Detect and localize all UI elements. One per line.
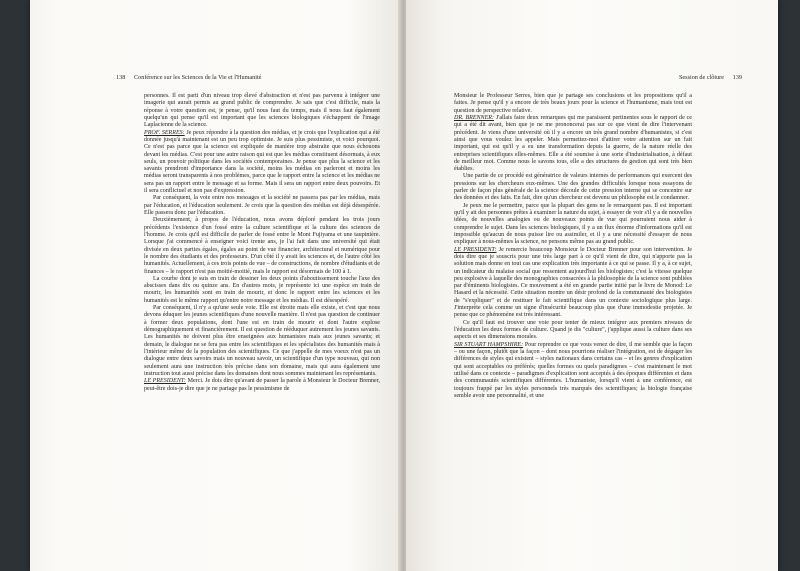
paragraph-text: Une partie de ce procédé est génératrice de valeurs internes de performances qui exercent des pressions sur les chercheurs eux-mêmes. Une des grandes difficultés lorsque nous essayons de parler de façon plus générale de la science découle de cette pression interne qui se concentre sur des données et des faits. En fait, dire qu'un chercheur est devenu un philosophe est le condamner. — [454, 173, 692, 202]
paragraph-text: personnes. Il est parti d'un niveau trop élevé d'abstraction et n'est pas parvenu à intégrer une imagerie qui aurait permis au grand public de comprendre. Je sais que c'est difficile, mais la réponse à votre question est, je pense, qu'il nous faut du temps, mais il nous faut également quelqu'un qui pense qu'il est important que les sciences biologiques s'échappent de l'image Laplacienne de la science. — [144, 93, 380, 129]
paragraph — [144, 130, 380, 196]
speaker-name: LE PRESIDENT: — [144, 378, 186, 385]
paragraph-text: Je remercie beaucoup Monsieur le Docteur Brenner pour son intervention. Je dois dire que je souscris pour une très large part à ce qu'il vient de dire, qui n'apporte pas la solution mais donne en tout cas une explication très importante à ce qui se passe. Il y a, à ce sujet, un indicateur du malaise social que ressentent aujourd'hui les biologistes; c'est la vitesse quelque peu explosive à laquelle des monographies consacrées à la philosophie de la science sont publiées par d'éminents biologistes. Ce mouvement a été en grande partie initié par le livre de Monod: Le Hasard et la nécessité. Cette situation montre un désir profond de la communauté des biologistes de "s'expliquer" et de restituer le fait scientifique dans un contexte sociologique plus large. J'interprète cela comme un signe d'insécurité beaucoup plus que d'une immodestie projetée. Je pense que ce phénomène est très intéressant. — [454, 246, 692, 319]
paragraph-text: Je peux me le permettre, parce que la plupart des gens ne le remarquent pas. Il est important qu'il y ait des personnes prêtes à examiner la nature du sujet, à essayer de voir s'il y a de nouvelles idées, de nouvelles analogies ou de nouveaux points de vue qui pourraient nous aider à comprendre le sujet. Dans les sciences biologiques, il y a un flux énorme d'informations qu'il est impossible qu'aucun de nous puisse lire ou assimiler, et il y a une nécessité d'essayer de nous expliquer à nous-mêmes la science, ne pensons même pas au grand public. — [454, 202, 692, 246]
paragraph — [144, 195, 380, 217]
paragraph — [454, 247, 692, 320]
paragraph — [144, 93, 380, 130]
paragraph-text: Deuxièmement, à propos de l'éducation, nous avons déploré pendant les trois jours précédents l'existence d'un fossé entre la culture scientifique et la culture des sciences de l'homme. Je crois qu'il est difficile de parler de fossé entre le Mont Fujiyama et une taupinière. Lorsque j'ai commencé à enseigner voici trente ans, je l'ai fait dans une université qui était divisée en deux parties égales, égales au point de vue financier, architectural et numérique pour le nombre des étudiants et des professeurs. D'un côté il y avait les sciences et, de l'autre côté les humanités. Actuellement, à ces trois points de vue – de constructions, de nombre d'étudiants et de finances – le rapport n'est pas moitié-moitié, mais le rapport est désormais de 100 à 1. — [144, 217, 380, 275]
paragraph-text: Merci. Je dois dire qu'avant de passer la parole à Monsieur le Docteur Brenner, peut-être dois-je dire que je ne partage pas le pessimisme de — [144, 378, 381, 392]
paragraph — [454, 173, 692, 202]
paragraph — [454, 203, 692, 247]
right-page-text — [454, 93, 692, 400]
paragraph-text: Monsieur le Professeur Serres, bien que je partage ses conclusions et les propositions qu'il a faites. Je pense qu'il y a encore de très beaux jours pour la science et l'humanisme, mais tout est question de perspective relative. — [454, 93, 692, 114]
paragraph-text: Par conséquent, il n'y a qu'une seule voie. Elle est étroite mais elle existe, et c'est que nous devons éduquer les jeunes scientifiques d'une nouvelle manière. Il n'est pas question de continuer à former deux populations, dont l'une est en train de mourir et dont l'autre explose démographiquement et financièrement. Il est question de rééduquer autrement les jeunes savants. Les humanités ne doivent plus être enseignées aux humanistes mais aux jeunes savants; et demain, le dialogue ne se fera pas entre les scientifiques et les spécialistes des humanités mais à l'intérieur même de la population des scientifiques. Ce que j'appelle de mes voeux n'est pas un dialogue entre deux savoirs mais un nouveau savoir, un scientifique d'un type nouveau, qui non seulement aura une instruction très précise dans son domaine, mais qui aura également une instruction tout aussi précise dans les domaines dont nous sommes maintenant les représentants. — [144, 305, 380, 377]
right-page — [406, 0, 778, 571]
left-page-text — [144, 93, 380, 393]
left-running-head: Conférence sur les Sciences de la Vie et l'Humanité — [134, 74, 262, 81]
open-book — [30, 0, 778, 571]
paragraph — [454, 115, 692, 174]
right-page-number: 139 — [732, 74, 742, 81]
right-running-head: Session de clôture — [678, 74, 724, 81]
speaker-name: DR. BRENNER: — [454, 114, 494, 121]
paragraph — [454, 93, 692, 115]
paragraph — [454, 342, 692, 401]
paragraph — [454, 320, 692, 342]
paragraph — [144, 378, 380, 393]
left-page — [30, 0, 402, 571]
paragraph-text: Ce qu'il faut est trouver une voie pour tenter de mieux intégrer aux premiers niveaux de l'éducation les deux formes de culture. Quand je dis "culture", j'applique aussi la culture dans ses aspects et ses dimensions morales. — [454, 319, 692, 341]
paragraph — [144, 305, 380, 378]
paragraph-text: J'allais faire deux remarques qui me paraissent pertinentes sous le rapport de ce qui a été dit avant, bien que je ne me prononcerai pas sur ce que vient de dire l'intervenant précédent. Je viens d'une université où il y a encore un très grand nombre d'humanistes, si c'est ainsi que vous voulez les appeler. Mais permettez-moi d'attirer votre attention sur un fait important, qui est qu'il y a eu une transformation depuis la guerre, de la nature réelle des entreprises scientifiques elles-mêmes. Elle a été soumise à une sorte d'industrialisation, à défaut de meilleur mot. Comme nous le savons tous, elle a des structures de gestion qui sont très bien établies. — [454, 114, 692, 173]
paragraph — [144, 217, 380, 276]
left-page-number: 138 — [116, 74, 126, 81]
paragraph-text: Pour reprendre ce que vous venez de dire, il me semble que la façon – ou une façon, plutôt que la façon – dont nous pourrions réaliser l'intégration, est de dégager les différences de styles qui existent – styles nationaux dans certains cas – et les genres d'explication qui sont acceptables ou préférés; quelles formes ou quels paradigmes – c'est maintenant le mot utilisé dans ce contexte – paradigmes d'explication sont acceptés à des époques différentes et dans des communautés scientifiques différentes. L'humaniste, lorsqu'il vient à une conférence, est toujours frappé par les styles personnels très marqués des scientifiques; la biologie française semble avoir une personnalité, et une — [454, 341, 693, 399]
speaker-name: SIR STUART HAMPSHIRE: — [454, 341, 524, 348]
paragraph-text: La courbe dont je suis en train de dessiner les deux points d'aboutissement touche l'axe des abscisses dans dix ou quinze ans. En d'autres mots, je représente ici une espèce en train de mourir, les humanités sont en train de mourir, et donc le rapport entre les sciences et les humanités est le même rapport qu'entre notre message et les médias. Il est désespéré. — [144, 275, 380, 304]
speaker-name: PROF. SERRES: — [144, 129, 185, 136]
speaker-name: LE PRESIDENT: — [454, 246, 497, 253]
paragraph — [144, 276, 380, 305]
paragraph-text: Je peux répondre à la question des médias, et je crois que l'explication qui a été donnée jusqu'à maintenant est un peu trop optimiste. Je suis plus pessimiste, et voici pourquoi. Ce n'est pas parce que la science est expliquée de manière trop abstraite que nous échouons devant les médias. C'est pour une autre raison qui est que les médias constituent désormais, à eux seuls, un pouvoir politique dans les sociétés contemporaines. Je pense que plus la science et les savants prendront d'importance dans la société, moins les médias en parleront et moins les médias seront transparents à nos problèmes, parce que le rapport entre la science et les médias ne sera pas un rapport entre le message et sa forme. Mais il sera un rapport entre deux pouvoirs. Et il sera conflictuel et non pas d'expression. — [144, 129, 380, 195]
paragraph-text: Par conséquent, la voie entre nos messages et la société ne passera pas par les médias, mais par l'éducation, et l'éducation seulement. Je crois que la question des médias est déjà désespérée. Elle passera donc par l'éducation. — [144, 195, 380, 216]
